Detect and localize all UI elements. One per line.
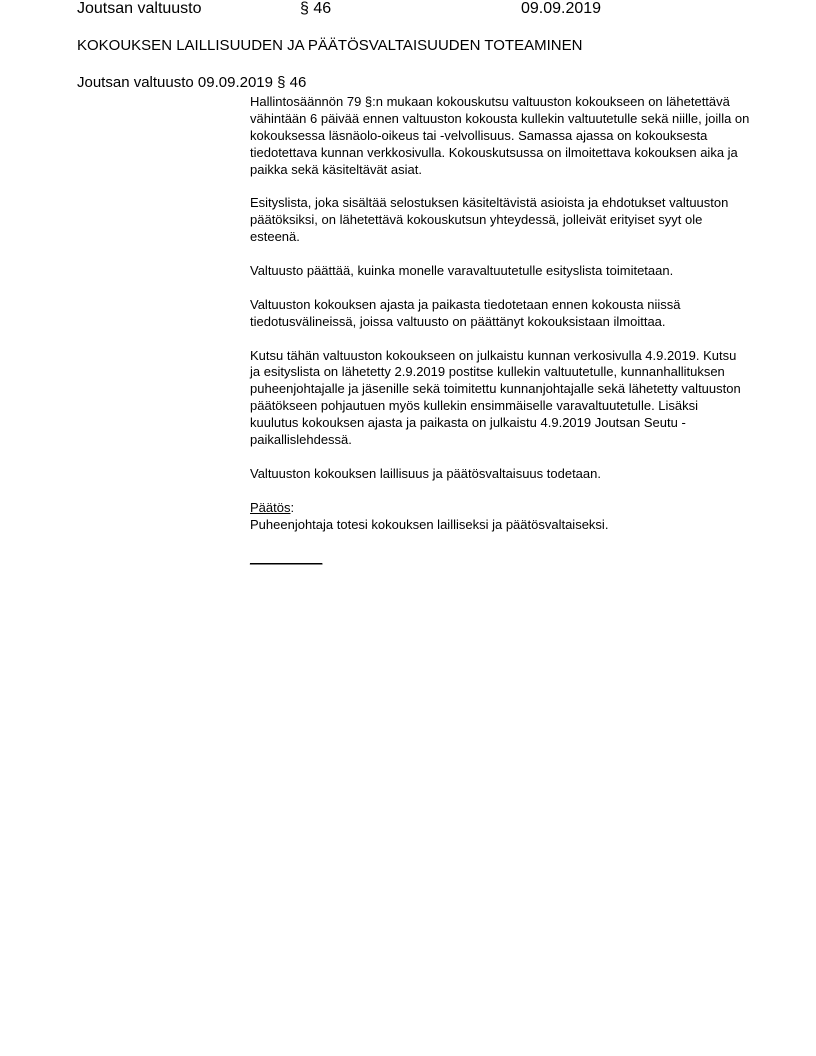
- decision-heading-colon: :: [290, 499, 295, 515]
- document-body: [250, 94, 750, 584]
- body-paragraph: Hallintosäännön 79 §:n mukaan kokouskutsu valtuuston kokoukseen on lähetettävä vähintään 6 päivää ennen valtuuston kokousta kullekin valtuutetulle sekä niille, joilla on kokouksessa läsnäolo-oikeus tai -velvollisuus. Samassa ajassa on kokouksesta tiedotettava kunnan verkkosivulla. Kokouskutsussa on ilmoitettava kokouksen aika ja paikka sekä käsiteltävät asiat.: [250, 94, 750, 177]
- header-date: 09.09.2019: [521, 0, 602, 17]
- document-header: [0, 0, 816, 20]
- signature-line: __________: [250, 550, 323, 566]
- meeting-reference: Joutsan valtuusto 09.09.2019 § 46: [77, 74, 307, 91]
- document-title: KOKOUKSEN LAILLISUUDEN JA PÄÄTÖSVALTAISUUDEN TOTEAMINEN: [77, 37, 583, 54]
- body-paragraph: Valtuusto päättää, kuinka monelle varavaltuutetulle esityslista toimitetaan.: [250, 263, 674, 279]
- decision-text: Puheenjohtaja totesi kokouksen lailliseksi ja päätösvaltaiseksi.: [250, 516, 609, 532]
- body-paragraph: Esityslista, joka sisältää selostuksen käsiteltävistä asioista ja ehdotukset valtuuston päätöksiksi, on lähetettävä kokouskutsun yhteydessä, jolleivät erityiset syyt ole esteenä.: [250, 195, 729, 245]
- decision-heading-row: [250, 500, 750, 517]
- header-section-number: § 46: [300, 0, 332, 17]
- body-paragraph: Valtuuston kokouksen ajasta ja paikasta tiedotetaan ennen kokousta niissä tiedotusvälineissä, joissa valtuusto on päättänyt kokouksistaan ilmoittaa.: [250, 296, 681, 329]
- body-paragraph: Kutsu tähän valtuuston kokoukseen on julkaistu kunnan verkosivulla 4.9.2019. Kutsu ja esityslista on lähetetty 2.9.2019 postitse kullekin valtuutetulle, kunnanhallituksen puheenjohtajalle ja jäsenille sekä toimitettu kunnanjohtajalle sekä lähetetty valtuuston päätökseen pohjautuen myös kullekin ensimmäiselle varavaltuutetulle. Lisäksi kuulutus kokouksen ajasta ja paikasta on julkaistu 4.9.2019 Joutsan Seutu -paikallislehdessä.: [250, 347, 741, 448]
- body-paragraph: Valtuuston kokouksen laillisuus ja päätösvaltaisuus todetaan.: [250, 465, 601, 481]
- decision-heading: Päätös: [250, 499, 291, 515]
- header-organization: Joutsan valtuusto: [77, 0, 202, 17]
